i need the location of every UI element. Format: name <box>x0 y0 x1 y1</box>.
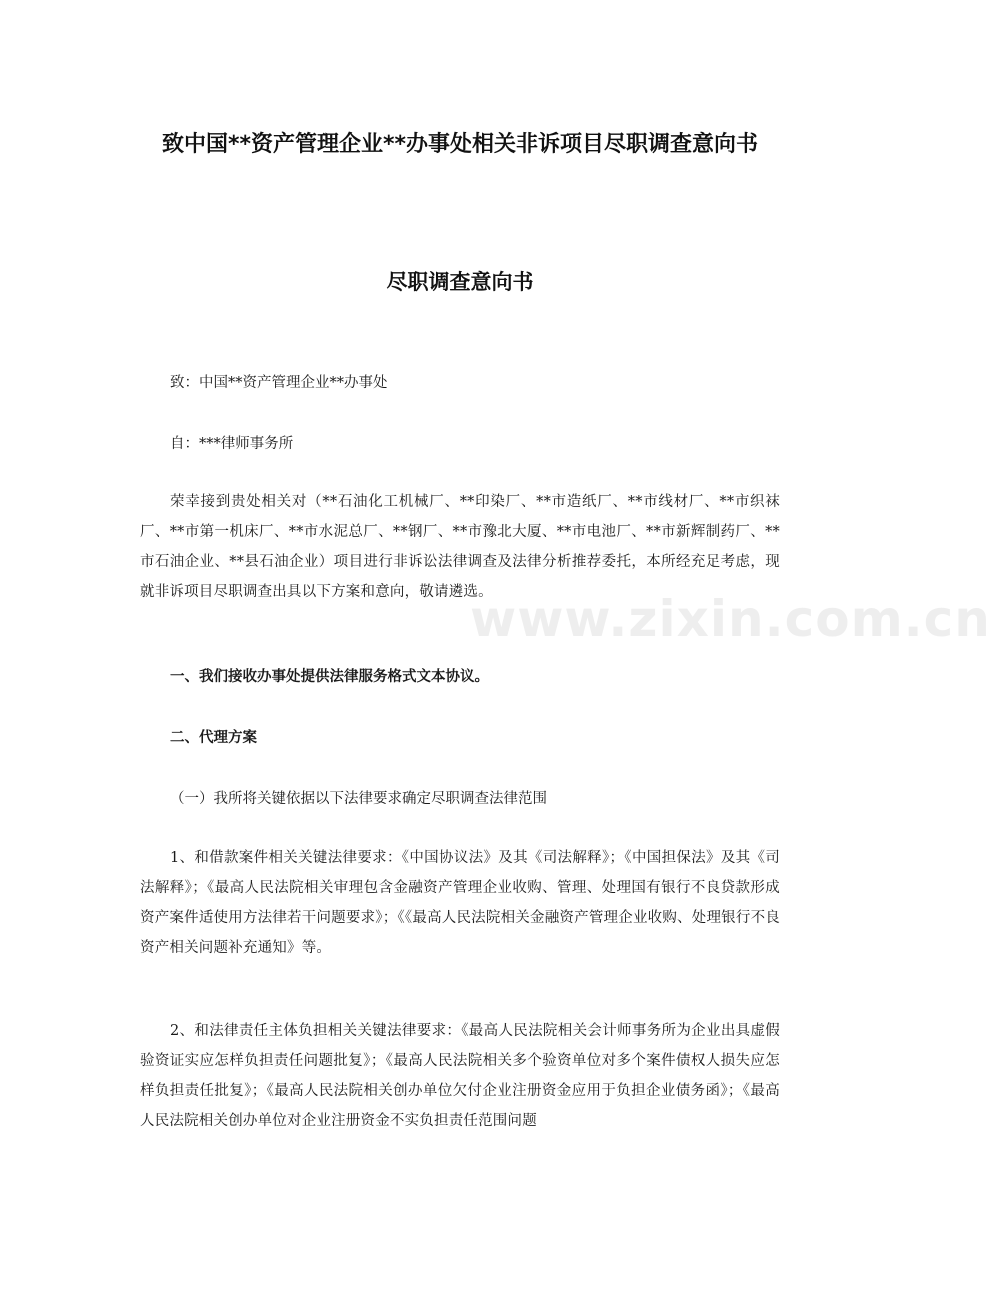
subsection-heading: （一）我所将关键依据以下法律要求确定尽职调查法律范围 <box>170 791 547 807</box>
section-heading-2: 二、代理方案 <box>170 730 257 746</box>
recipient-line: 致：中国**资产管理企业**办事处 <box>170 375 388 391</box>
document-subtitle: 尽职调查意向书 <box>386 270 534 294</box>
section-heading-1: 一、我们接收办事处提供法律服务格式文本协议。 <box>170 669 489 685</box>
item-paragraph-2: 2、和法律责任主体负担相关关键法律要求：《最高人民法院相关会计师事务所为企业出具虚假验资证实应怎样负担责任问题批复》；《最高人民法院相关多个验资单位对多个案件债权人损失应怎样负担责任批复》；《最高人民法院相关创办单位欠付企业注册资金应用于负担企业债务函》；《最高人民法院相关创办单位对企业注册资金不实负担责任范围问题 <box>140 1023 780 1129</box>
intro-paragraph: 荣幸接到贵处相关对（**石油化工机械厂、**印染厂、**市造纸厂、**市线材厂、**市织袜厂、**市第一机床厂、**市水泥总厂、**钢厂、**市豫北大厦、**市电池厂、**市新辉制药厂、**市石油企业、**县石油企业）项目进行非诉讼法律调查及法律分析推荐委托，本所经充足考虑，现就非诉项目尽职调查出具以下方案和意向，敬请遴选。 <box>140 494 780 600</box>
document-title: 致中国**资产管理企业**办事处相关非诉项目尽职调查意向书 <box>161 132 759 157</box>
sender-line: 自：***律师事务所 <box>170 436 294 452</box>
item-paragraph-1: 1、和借款案件相关关键法律要求：《中国协议法》及其《司法解释》；《中国担保法》及其《司法解释》；《最高人民法院相关审理包含金融资产管理企业收购、管理、处理国有银行不良贷款形成资产案件适使用方法律若干问题要求》；《《最高人民法院相关金融资产管理企业收购、处理银行不良资产相关问题补充通知》等。 <box>140 850 780 956</box>
site-watermark: www.zixin.com.cn <box>470 590 991 648</box>
